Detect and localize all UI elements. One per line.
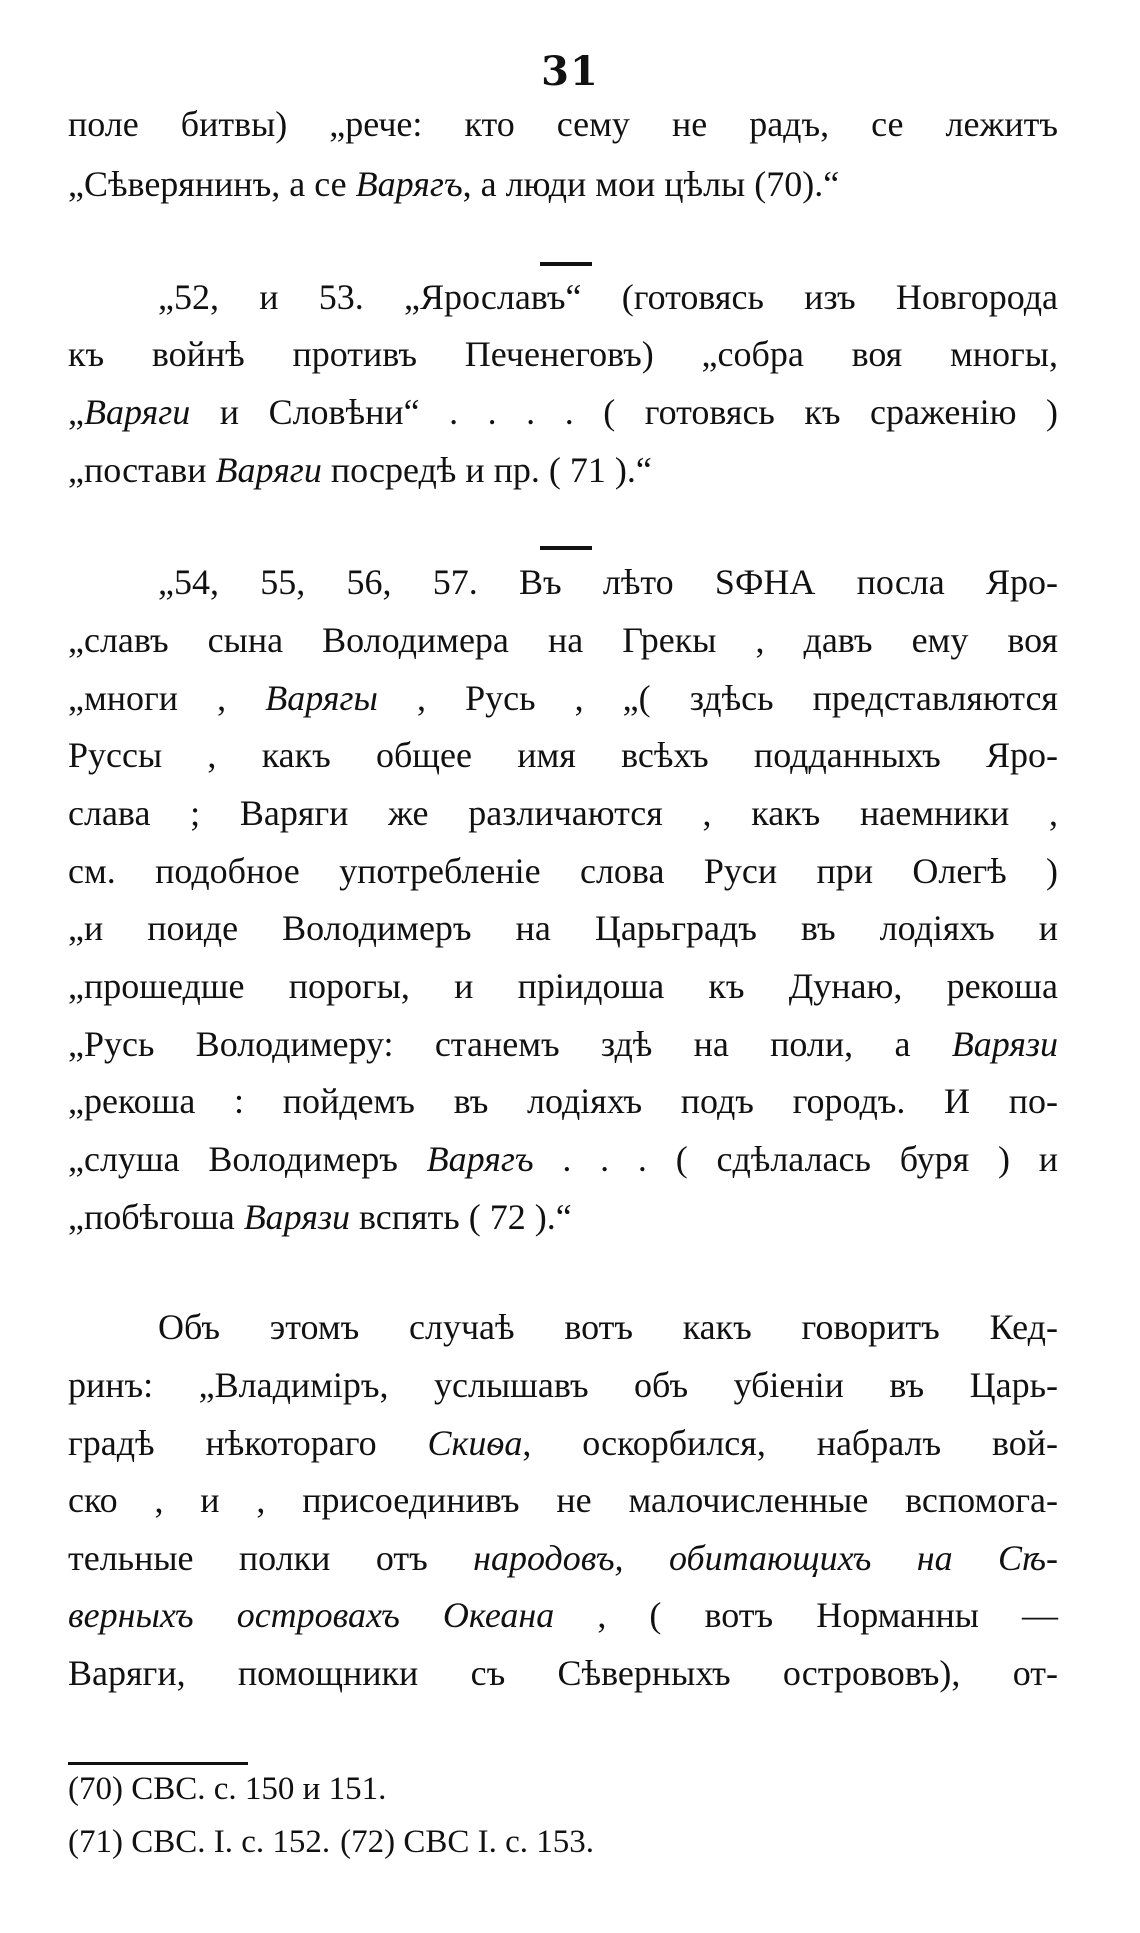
text-segment: поле битвы) „рече: кто сему не радъ, се лежитъ (68, 104, 1058, 144)
section-dash (540, 262, 592, 266)
text-segment: „постави (68, 450, 216, 490)
text-line (68, 448, 1058, 492)
text-line (158, 1305, 1058, 1349)
text-segment: ринъ: „Владиміръ, услышавъ объ убіеніи въ Царь- (68, 1365, 1058, 1405)
text-segment: , ( вотъ Норманны — (554, 1595, 1058, 1635)
italic-text: верныхъ островахъ Океана (68, 1595, 555, 1635)
text-line (68, 1651, 1058, 1695)
text-segment: . . . ( сдѣлалась буря ) и (533, 1139, 1059, 1179)
text-line (158, 275, 1058, 319)
text-line (68, 964, 1058, 1008)
italic-text: Варязи (951, 1024, 1058, 1064)
text-line (68, 1195, 1058, 1239)
text-segment: тельные полки отъ (68, 1538, 474, 1578)
text-segment: градѣ нѣкотораго (68, 1423, 428, 1463)
text-segment: „славъ сына Володимера на Грекы , давъ ему воя (68, 620, 1058, 660)
italic-text: Варягы (265, 678, 378, 718)
text-line (68, 102, 1058, 146)
text-segment: къ войнѣ противъ Печенеговъ) „собра воя многы, (68, 334, 1058, 374)
text-segment: „52, и 53. „Ярославъ“ (готовясь изъ Новгорода (158, 277, 1058, 317)
text-segment: , Русь , „( здѣсь представляются (377, 678, 1058, 718)
footnote-line (68, 1769, 1058, 1809)
text-line (68, 1593, 1058, 1637)
italic-text: Варягъ (355, 164, 463, 204)
text-segment: ско , и , присоединивъ не малочисленные вспомога- (68, 1480, 1058, 1520)
text-line (68, 1022, 1058, 1066)
text-line (68, 849, 1058, 893)
text-segment: „прошедше порогы, и пріидоша къ Дунаю, рекоша (68, 966, 1058, 1006)
text-segment: „ (68, 392, 84, 432)
text-segment: , а люди мои цѣлы (70).“ (462, 164, 840, 204)
text-segment: Руссы , какъ общее имя всѣхъ подданныхъ Яро- (68, 735, 1058, 775)
text-line (158, 560, 1058, 604)
page-number: 31 (541, 48, 599, 95)
footnote: (72) СВС I. с. 153. (340, 1824, 595, 1860)
text-line (68, 791, 1058, 835)
text-segment: , оскорбился, набралъ вой- (522, 1423, 1059, 1463)
text-line (68, 1421, 1058, 1465)
text-segment: Объ этомъ случаѣ вотъ какъ говоритъ Кед- (158, 1307, 1058, 1347)
footnote: (70) СВС. с. 150 и 151. (68, 1771, 387, 1807)
text-segment: „многи , (68, 678, 266, 718)
text-segment: и Словѣни“ . . . . ( готовясь къ сраженію ) (190, 392, 1058, 432)
text-line (68, 332, 1058, 376)
text-line (68, 162, 1058, 206)
text-line (68, 618, 1058, 662)
text-segment: посредѣ и пр. ( 71 ).“ (321, 450, 652, 490)
text-line (68, 390, 1058, 434)
text-line (68, 676, 1058, 720)
footnote-rule (68, 1762, 248, 1765)
text-segment: „Сѣверянинъ, а се (68, 164, 356, 204)
text-line (68, 1536, 1058, 1580)
italic-text: Варягъ (426, 1139, 534, 1179)
italic-text: Варяги (83, 392, 191, 432)
text-segment: „54, 55, 56, 57. Въ лѣто SФНА посла Яро- (158, 562, 1058, 602)
italic-text: Скиѳа (427, 1423, 523, 1463)
footnote: (71) СВС. I. с. 152. (68, 1824, 331, 1860)
text-segment: Варяги, помощники съ Сѣверныхъ острововъ), от- (68, 1653, 1058, 1693)
text-line (68, 1363, 1058, 1407)
text-line (68, 1079, 1058, 1123)
text-segment: „слуша Володимеръ (68, 1139, 427, 1179)
text-segment: „Русь Володимеру: станемъ здѣ на поли, а (68, 1024, 952, 1064)
text-segment: вспять ( 72 ).“ (349, 1197, 572, 1237)
text-segment: см. подобное употребленіе слова Руси при Олегѣ ) (68, 851, 1058, 891)
text-line (68, 1478, 1058, 1522)
italic-text: Варязи (243, 1197, 350, 1237)
text-segment: „рекоша : пойдемъ въ лодіяхъ подъ городъ. И по- (68, 1081, 1058, 1121)
italic-text: Варяги (215, 450, 322, 490)
text-segment: слава ; Варяги же различаются , какъ наемники , (68, 793, 1058, 833)
text-segment: „и поиде Володимеръ на Царьградъ въ лодіяхъ и (68, 908, 1058, 948)
text-line (68, 906, 1058, 950)
section-dash (540, 546, 592, 550)
text-segment: „побѣгоша (68, 1197, 244, 1237)
text-line (68, 1137, 1058, 1181)
italic-text: народовъ, обитающихъ на Сѣ- (473, 1538, 1058, 1578)
text-line (68, 733, 1058, 777)
footnote-line (68, 1822, 1058, 1862)
